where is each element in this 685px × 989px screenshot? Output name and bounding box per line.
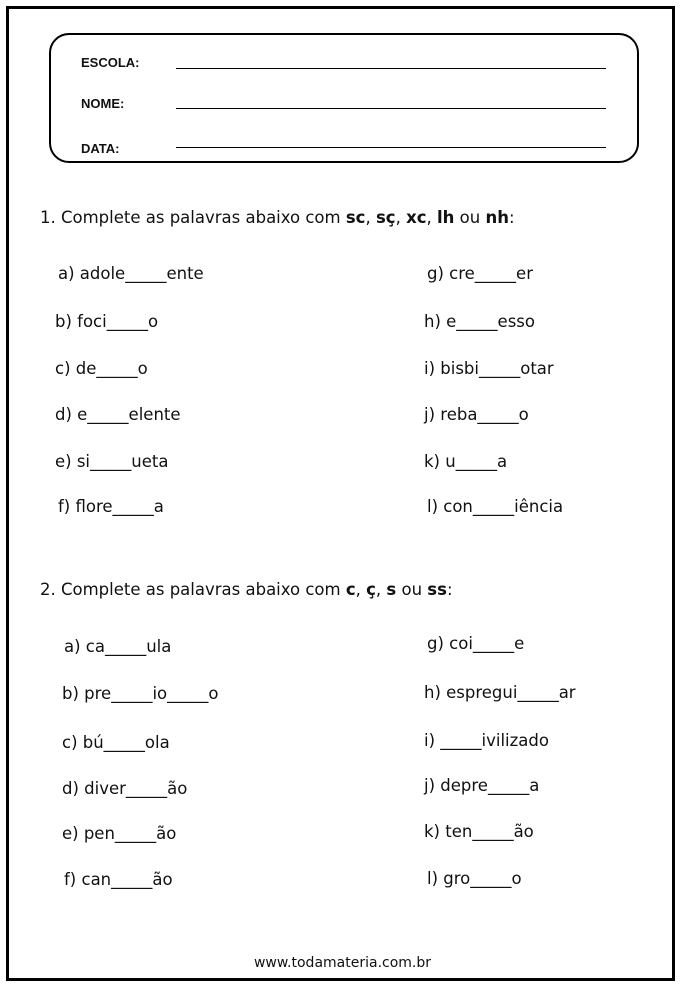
exercise-1-item-a: a) adole_____ente [58, 264, 204, 283]
name-line [176, 108, 606, 109]
exercise-1-item-e: e) si_____ueta [55, 452, 169, 471]
exercise-1-item-d: d) e_____elente [55, 405, 181, 424]
exercise-2-item-h: h) espregui_____ar [424, 683, 576, 702]
exercise-1-item-k: k) u_____a [424, 452, 508, 471]
exercise-2-item-i: i) _____ivilizado [424, 731, 549, 750]
exercise-2-item-k: k) ten_____ão [424, 822, 534, 841]
exercise-1-item-h: h) e_____esso [424, 312, 535, 331]
exercise-1-item-j: j) reba_____o [424, 405, 529, 424]
exercise-2-item-l: l) gro_____o [427, 869, 522, 888]
name-label: NOME: [81, 96, 125, 111]
exercise-2-item-b: b) pre_____io_____o [62, 684, 219, 703]
exercise-2-item-e: e) pen_____ão [62, 824, 177, 843]
exercise-2-instruction: 2. Complete as palavras abaixo com c, ç, s ou ss: [40, 580, 453, 599]
school-line [176, 68, 606, 69]
footer-url: www.todamateria.com.br [253, 955, 432, 971]
exercise-2-item-j: j) depre_____a [424, 776, 540, 795]
exercise-1-item-i: i) bisbi_____otar [424, 359, 554, 378]
exercise-1-item-b: b) foci_____o [55, 312, 159, 331]
date-line [176, 147, 606, 148]
exercise-2-item-c: c) bú_____ola [62, 733, 170, 752]
school-label: ESCOLA: [81, 55, 140, 70]
exercise-1-item-g: g) cre_____er [427, 264, 533, 283]
exercise-1-item-f: f) flore_____a [58, 497, 164, 516]
exercise-2-item-a: a) ca_____ula [64, 637, 172, 656]
exercise-1-instruction: 1. Complete as palavras abaixo com sc, sç, xc, lh ou nh: [40, 208, 515, 227]
exercise-2-item-g: g) coi_____e [427, 634, 525, 653]
exercise-2-item-f: f) can_____ão [64, 870, 173, 889]
date-label: DATA: [81, 141, 120, 156]
exercise-1-item-c: c) de_____o [55, 359, 148, 378]
header-box [49, 33, 639, 163]
exercise-2-item-d: d) diver_____ão [62, 779, 188, 798]
exercise-1-item-l: l) con_____iência [427, 497, 564, 516]
